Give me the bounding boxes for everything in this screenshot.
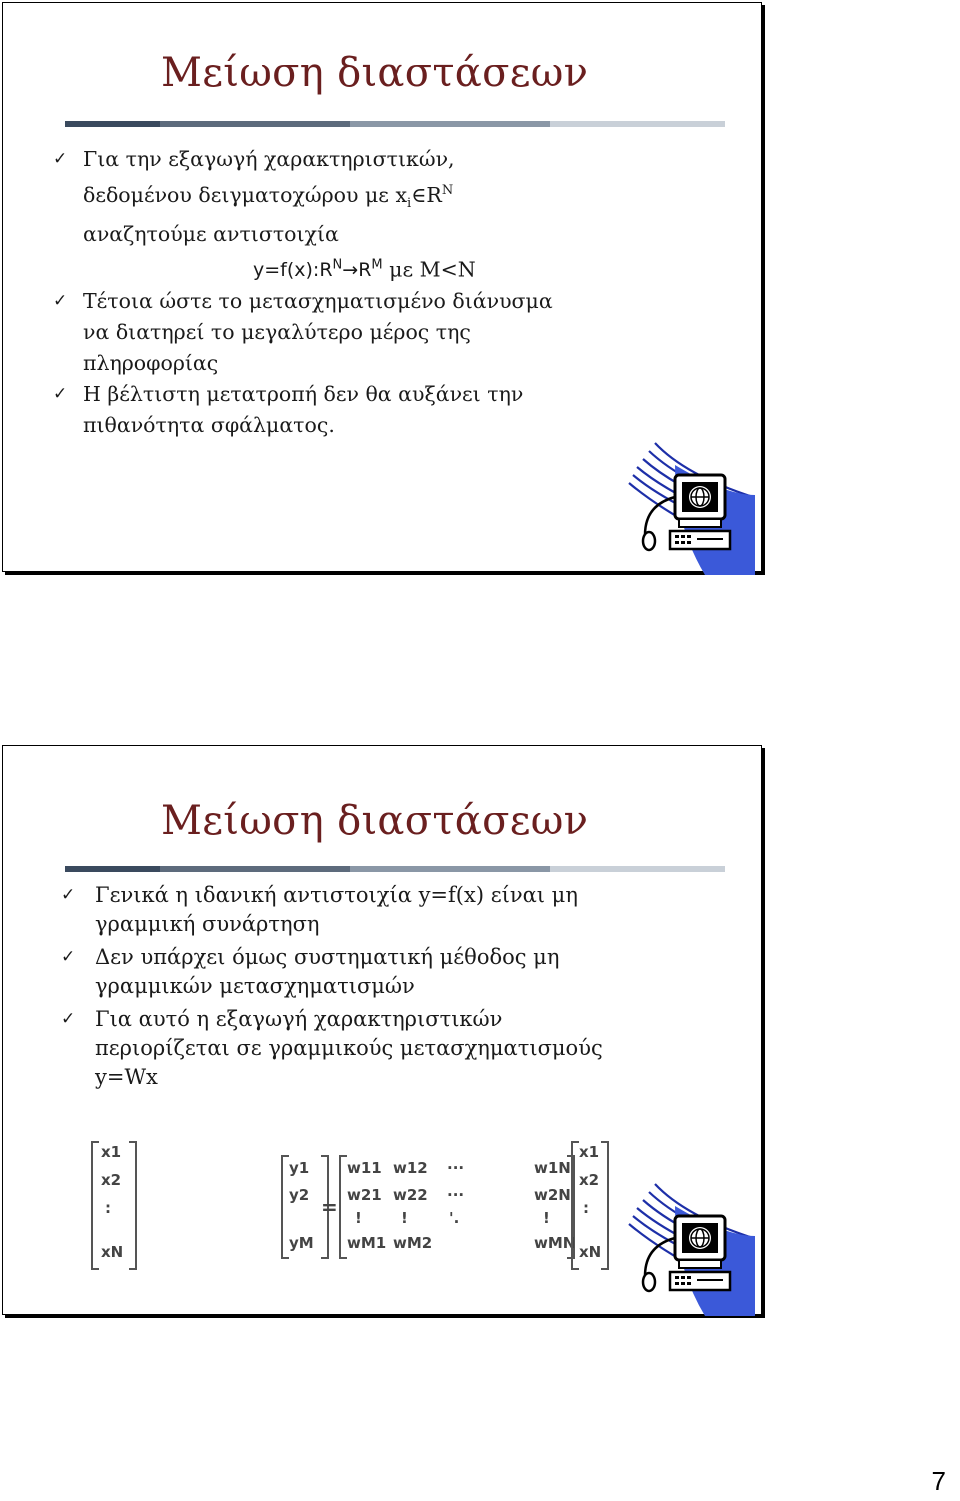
title-underline	[65, 121, 725, 127]
matrix-cell: y2	[289, 1186, 310, 1204]
slide-2	[2, 745, 762, 1315]
matrix-cell: ...	[447, 1155, 465, 1173]
matrix-cell: wM1	[347, 1234, 387, 1252]
matrix-cell: w21	[347, 1186, 382, 1204]
title-underline	[65, 866, 725, 872]
matrix-equation	[91, 1141, 611, 1266]
checkmark-icon: ✓	[61, 1009, 76, 1029]
bullet-item: ✓ Η βέλτιστη μετατροπή δεν θα αυξάνει την πιθανότητα σφάλματος.	[43, 379, 743, 441]
slide-title: Μείωση διαστάσεων	[161, 798, 589, 844]
matrix-cell: '.	[449, 1209, 460, 1227]
equals-sign: =	[321, 1195, 338, 1219]
bullet-list	[43, 144, 743, 441]
computer-clipart-icon	[615, 435, 755, 575]
matrix-cell: :	[105, 1199, 111, 1217]
slide-1	[2, 2, 762, 572]
bullet-item: ✓ Δεν υπάρχει όμως συστηματική μέθοδος μη γραμμικών μετασχηματισμών	[61, 945, 560, 998]
bullet-item: ✓ Γενικά η ιδανική αντιστοιχία y=f(x) είναι μη γραμμική συνάρτηση	[61, 883, 578, 936]
matrix-cell: w12	[393, 1159, 428, 1177]
matrix-cell: :	[583, 1199, 589, 1217]
mapping-formula: $y=f(x):R^N\to R^M$ με M<N	[253, 257, 476, 282]
checkmark-icon: ✓	[53, 291, 68, 312]
bullet-item: ✓ Τέτοια ώστε το μετασχηματισμένο διάνυσμα να διατηρεί το μεγαλύτερο μέρος της πληροφορίας	[43, 286, 743, 379]
matrix-cell: w11	[347, 1159, 382, 1177]
matrix-cell: x1	[579, 1143, 600, 1161]
matrix-cell: ...	[447, 1182, 465, 1200]
checkmark-icon: ✓	[61, 947, 76, 967]
slide-title: Μείωση διαστάσεων	[161, 50, 589, 96]
matrix-cell: w2N	[534, 1186, 571, 1204]
matrix-cell: wMN	[534, 1234, 576, 1252]
bullet-item: ✓ Για την εξαγωγή χαρακτηριστικών, δεδομένου δειγματοχώρου με $x_i\in R^N$ αναζητούμε αντιστοιχία $y=f(x):R^N\to R^M$ με M<N	[43, 144, 743, 286]
checkmark-icon: ✓	[53, 384, 68, 405]
bullet-item: ✓ Για αυτό η εξαγωγή χαρακτηριστικών περιορίζεται σε γραμμικούς μετασχηματισμούς y=Wx	[61, 1007, 603, 1089]
checkmark-icon: ✓	[61, 885, 76, 905]
matrix-cell: wM2	[393, 1234, 433, 1252]
matrix-cell: y1	[289, 1159, 310, 1177]
matrix-cell: xN	[101, 1243, 124, 1261]
matrix-cell: x2	[579, 1171, 600, 1189]
page-number: 7	[931, 1466, 946, 1496]
matrix-cell: !	[355, 1209, 362, 1227]
computer-clipart-icon	[615, 1176, 755, 1316]
matrix-cell: x1	[101, 1143, 122, 1161]
matrix-cell: yM	[289, 1234, 314, 1252]
checkmark-icon: ✓	[53, 149, 68, 169]
matrix-cell: x2	[101, 1171, 122, 1189]
matrix-cell: xN	[579, 1243, 602, 1261]
bullet-list	[43, 881, 743, 1092]
matrix-cell: w1N	[534, 1159, 571, 1177]
matrix-cell: w22	[393, 1186, 428, 1204]
matrix-cell: !	[543, 1209, 550, 1227]
matrix-cell: !	[401, 1209, 408, 1227]
